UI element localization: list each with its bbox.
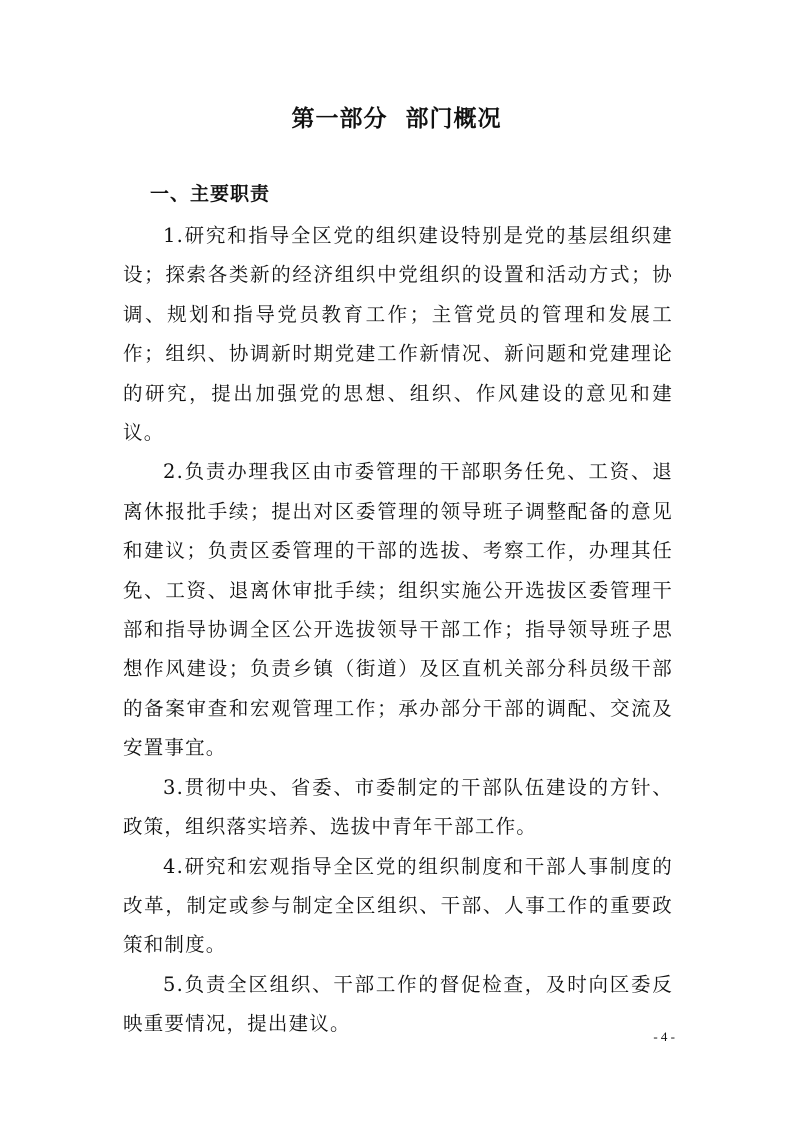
section-heading: 一、主要职责 (150, 183, 271, 205)
paragraph-1: 1.研究和指导全区党的组织建设特别是党的基层组织建设；探索各类新的经济组织中党组织的设置和活动方式；协调、规划和指导党员教育工作；主管党员的管理和发展工作；组织、协调新时期党建工作新情况、新问题和党建理论的研究，提出加强党的思想、组织、作风建设的意见和建议。 (123, 224, 673, 445)
page-title: 第一部分 部门概况 (291, 106, 502, 132)
paragraph-5: 5.负责全区组织、干部工作的督促检查，及时向区委反映重要情况，提出建议。 (123, 972, 673, 1036)
paragraph-3: 3.贯彻中央、省委、市委制定的干部队伍建设的方针、政策，组织落实培养、选拔中青年干部工作。 (123, 775, 673, 839)
paragraph-4: 4.研究和宏观指导全区党的组织制度和干部人事制度的改革，制定或参与制定全区组织、干部、人事工作的重要政策和制度。 (123, 854, 673, 957)
paragraph-2: 2.负责办理我区由市委管理的干部职务任免、工资、退离休报批手续；提出对区委管理的领导班子调整配备的意见和建议；负责区委管理的干部的选拔、考察工作，办理其任免、工资、退离休审批手续；组织实施公开选拔区委管理干部和指导协调全区公开选拔领导干部工作；指导领导班子思想作风建设；负责乡镇（街道）及区直机关部分科员级干部的备案审查和宏观管理工作；承办部分干部的调配、交流及安置事宜。 (123, 460, 673, 760)
page-number: - 4 - (653, 1029, 675, 1044)
body-text (123, 216, 673, 1044)
